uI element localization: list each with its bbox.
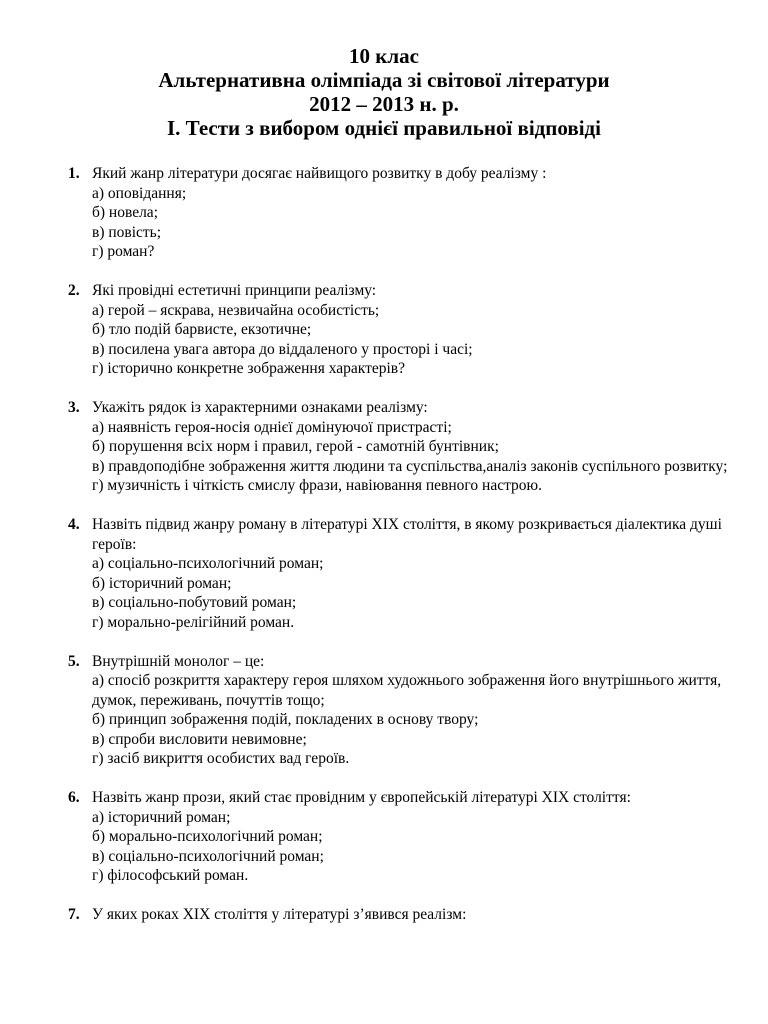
question-item bbox=[68, 398, 728, 496]
answer-options bbox=[92, 301, 728, 379]
answer-option: а) герой – яскрава, незвичайна особистість; bbox=[92, 301, 380, 319]
school-year: 2012 – 2013 н. р. bbox=[309, 92, 459, 116]
answer-option: в) спроби висловити невимовне; bbox=[92, 730, 307, 748]
document-header bbox=[0, 44, 768, 140]
question-text: Які провідні естетичні принципи реалізму: bbox=[92, 282, 377, 299]
answer-options bbox=[92, 671, 728, 769]
question-item bbox=[68, 515, 728, 632]
question-list bbox=[68, 164, 728, 944]
grade-title: 10 клас bbox=[349, 44, 419, 68]
answer-option: г) музичність і чіткість смислу фрази, навіювання певного настрою. bbox=[92, 477, 542, 494]
answer-option: в) правдоподібне зображення життя людини та суспільства,аналіз законів суспільного розвитку; bbox=[92, 457, 728, 475]
olympiad-title: Альтернативна олімпіада зі світової літератури bbox=[158, 68, 610, 92]
question-number: 2. bbox=[68, 282, 80, 299]
answer-option: а) історичний роман; bbox=[92, 808, 231, 826]
answer-option: в) соціально-психологічний роман; bbox=[92, 847, 324, 865]
question-text: Укажіть рядок із характерними ознаками реалізму: bbox=[92, 399, 428, 416]
answer-option: а) спосіб розкриття характеру героя шляхом художнього зображення його внутрішнього життя, думок, переживань, почуттів тощо; bbox=[92, 672, 722, 709]
answer-option: б) морально-психологічний роман; bbox=[92, 828, 323, 845]
question-text: У яких роках ХІХ століття у літературі з’явився реалізм: bbox=[92, 906, 467, 923]
question-item bbox=[68, 164, 728, 262]
question-number: 4. bbox=[68, 516, 80, 533]
answer-option: а) соціально-психологічний роман; bbox=[92, 555, 324, 572]
answer-option: г) історично конкретне зображення характерів? bbox=[92, 360, 405, 377]
answer-options bbox=[92, 418, 728, 496]
answer-option: б) принцип зображення подій, покладених в основу твору; bbox=[92, 711, 479, 728]
question-item bbox=[68, 905, 728, 925]
question-text: Який жанр літератури досягає найвищого розвитку в добу реалізму : bbox=[92, 165, 547, 182]
answer-option: в) посилена увага автора до віддаленого у просторі і часі; bbox=[92, 340, 473, 358]
question-number: 3. bbox=[68, 399, 80, 416]
answer-option: г) засіб викриття особистих вад героїв. bbox=[92, 750, 350, 767]
answer-option: г) морально-релігійний роман. bbox=[92, 613, 295, 631]
section-title: І. Тести з вибором однієї правильної відповіді bbox=[166, 116, 602, 140]
question-item bbox=[68, 652, 728, 769]
answer-option: г) роман? bbox=[92, 243, 155, 260]
question-text: Назвіть жанр прози, який стає провідним у європейській літературі ХІХ століття: bbox=[92, 789, 631, 806]
answer-option: в) повість; bbox=[92, 223, 162, 241]
question-number: 1. bbox=[68, 165, 80, 182]
answer-option: б) новела; bbox=[92, 204, 158, 221]
answer-option: б) тло подій барвисте, екзотичне; bbox=[92, 321, 312, 338]
answer-options bbox=[92, 184, 728, 262]
answer-option: б) порушення всіх норм і правил, герой - самотній бунтівник; bbox=[92, 438, 499, 455]
answer-options bbox=[92, 808, 728, 886]
question-number: 5. bbox=[68, 652, 80, 670]
question-item bbox=[68, 788, 728, 886]
question-number: 6. bbox=[68, 789, 80, 806]
answer-option: г) філософський роман. bbox=[92, 867, 249, 884]
question-text: Внутрішній монолог – це: bbox=[92, 652, 265, 670]
question-item bbox=[68, 281, 728, 379]
answer-option: б) історичний роман; bbox=[92, 574, 232, 592]
answer-options bbox=[92, 554, 728, 632]
answer-option: в) соціально-побутовий роман; bbox=[92, 594, 297, 611]
question-text: Назвіть підвид жанру роману в літературі ХІХ століття, в якому розкривається діалектика душі героїв: bbox=[92, 516, 722, 553]
answer-option: а) наявність героя-носія однієї домінуючої пристрасті; bbox=[92, 418, 452, 436]
question-number: 7. bbox=[68, 906, 80, 923]
answer-option: а) оповідання; bbox=[92, 184, 187, 202]
